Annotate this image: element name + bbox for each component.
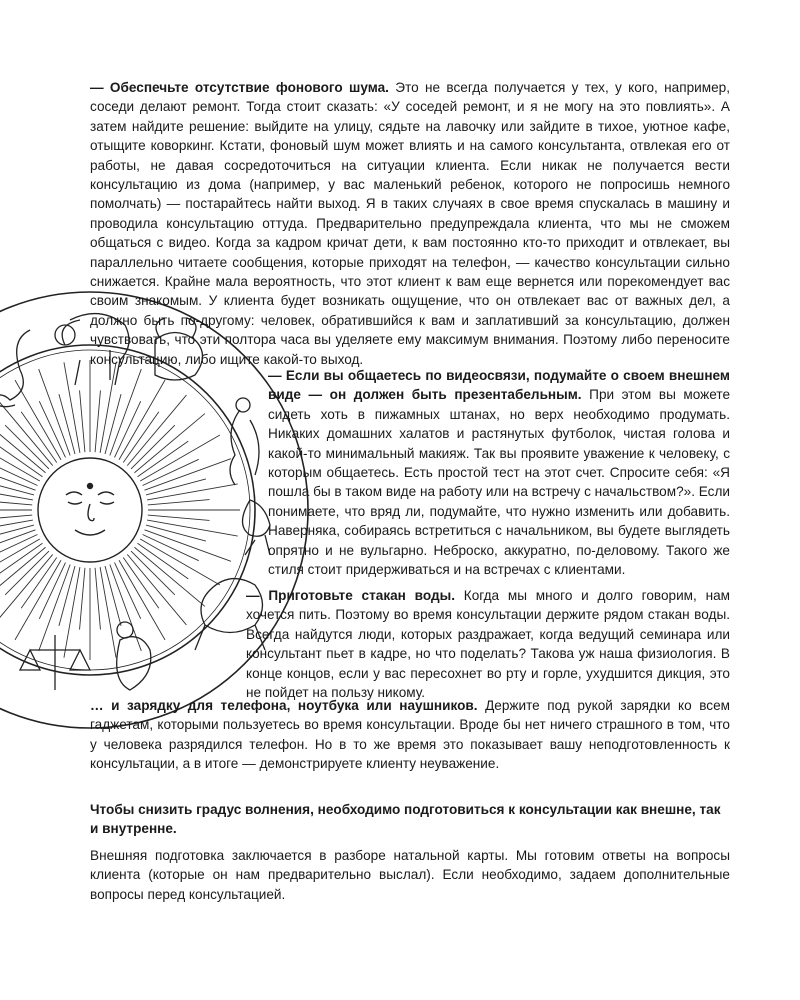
sun-ray (0, 554, 53, 624)
bullet-charger (90, 696, 730, 774)
sun-ray (21, 558, 57, 609)
sun-ray (110, 369, 141, 455)
sun-ray (146, 525, 206, 541)
sun-ray (95, 390, 100, 452)
sun-ray (0, 520, 33, 536)
sun-ray (0, 515, 32, 520)
bullet-noise (90, 78, 730, 369)
sun-ray (105, 394, 121, 454)
sun-ray (59, 566, 75, 626)
sun-ray (39, 369, 70, 455)
sun-ray (0, 535, 37, 561)
sun-ray (148, 500, 210, 505)
sun-ray (146, 479, 206, 495)
bullet-appearance (268, 366, 730, 579)
sun-ray (0, 484, 33, 500)
closing-paragraph: Внешняя подготовка заключается в разборе натальной карты. Мы готовим ответы на вопросы клиента (которые он нам предварительно выслал). Если необходимо, задаем дополнительные вопросы перед консультацией. (90, 848, 730, 902)
sun-ray (123, 558, 159, 609)
sun-ray (80, 568, 85, 630)
sun-ray (147, 484, 238, 500)
bullet-appearance-lead: — Если вы общаетесь по видеосвязи, подумайте о своем внешнем виде — он должен быть презентабельным. (268, 368, 730, 403)
sun-ray (0, 459, 35, 490)
sun-ray (131, 551, 175, 595)
sun-ray (131, 425, 175, 469)
sun-ray (64, 362, 80, 453)
sun-ray (0, 530, 35, 561)
bullet-appearance-body: При этом вы можете сидеть хоть в пижамных штанах, но верх необходимо продумать. Никаких домашних халатов и растянутых футболок, чистая голова и какой-то минимальный макияж. Так вы проявите уважение к человеку, с которым общаетесь. Есть простой тест на этот счет. Спросите себя: «Я пошла бы в таком виде на работу или на встречу с начальством?». Если понимаете, что вряд ли, подумайте, что нужно изменить или добавить. Наверняка, собираясь встретиться с начальником, вы будете выглядеть опрятно и не вульгарно. Неброско, аккуратно, по-деловому. Такого же стиля стоит придерживаться и на встречах с клиентами. (268, 387, 731, 578)
bullet-charger-lead: … и зарядку для телефона, ноутбука или наушников. (90, 698, 478, 713)
bullet-water (246, 586, 730, 702)
sun-ray (145, 530, 231, 561)
sun-ray (59, 394, 75, 454)
bullet-water-lead: — Приготовьте стакан воды. (246, 588, 455, 603)
sun-ray (0, 539, 40, 585)
sun-ray (138, 441, 189, 477)
sun-ray (100, 362, 116, 453)
sun-ray (100, 567, 116, 658)
sun-ray (95, 568, 100, 630)
sun-ray (0, 459, 37, 485)
sun-ray (147, 520, 238, 536)
sun-ray (123, 412, 159, 463)
sun-ray (21, 412, 57, 463)
bullet-charger-body: Держите под рукой зарядки ко всем гаджетам, которыми пользуетесь во время консультации. Вроде бы нет ничего страшного в том, что у человека разрядился телефон. Но в то же время это показывает вашу неподготовленность к консультации, а в итоге — демонстрируете клиенту неуважение. (90, 698, 730, 772)
bullet-water-body: Когда мы много и долго говорим, нам хочется пить. Поэтому во время консультации держите рядом стакан воды. Всегда найдутся люди, которых раздражает, когда ведущий семинара или консультант пьет в кадре, но что поделать? Такова уж наша физиология. В конце концов, если у вас пересохнет во рту и горле, ухудшится дикция, это не пойдет на пользу никому. (246, 588, 730, 701)
sun-ray (5, 425, 49, 469)
section-heading: Чтобы снизить градус волнения, необходимо подготовиться к консультации как внешне, так и внутренне. (90, 802, 721, 837)
bullet-noise-body: Это не всегда получается у тех, у кого, например, соседи делают ремонт. Тогда стоит сказать: «У соседей ремонт, и я не могу на это повлиять». А затем найдите решение: выйдите на улицу, сядьте на лавочку или зайдите в тихое, уютное кафе, отыщите коворкинг. Кстати, фоновый шум может влиять и на самого консультанта, отвлекая его от работы, не давая сосредоточиться на ситуации клиента. Если никак не получается вести консультацию из дома (например, у вас маленький ребенок, которого не попросишь немного помолчать) — постарайтесь найти выход. Я в таких случаях в свое время спускалась в машину и проводила консультацию оттуда. Предварительно предупреждала клиента, что мы не сможем общаться с видео. Когда за кадром кричат дети, к вам постоянно кто-то приходит и отвлекает, вы параллельно читаете сообщения, которые приходят на телефон, — качество консультации сильно снижается. Крайне мала вероятность, что этот клиент к вам еще вернется или порекомендует вас своим знакомым. У клиента будет возникать ощущение, что он отвлекает вас от важных дел, а должно быть по-другому: человек, обратившийся к вам и заплативший за консультацию, должен чувствовать, что эти полтора часа вы уделяете ему максимум внимания. Поэтому либо переносите консультацию, либо ищите какой-то выход. (90, 80, 730, 367)
sun-ray (138, 543, 189, 579)
sun-ray (0, 395, 53, 465)
sun-ray (0, 500, 32, 505)
sun-ray (145, 459, 231, 490)
sun-ray (80, 390, 85, 452)
bullet-noise-lead: — Обеспечьте отсутствие фонового шума. (90, 80, 389, 95)
sun-ray (5, 551, 49, 595)
sun-ray (0, 435, 40, 481)
sun-ray (64, 567, 80, 658)
sun-ray (105, 566, 121, 626)
sun-ray (148, 515, 210, 520)
